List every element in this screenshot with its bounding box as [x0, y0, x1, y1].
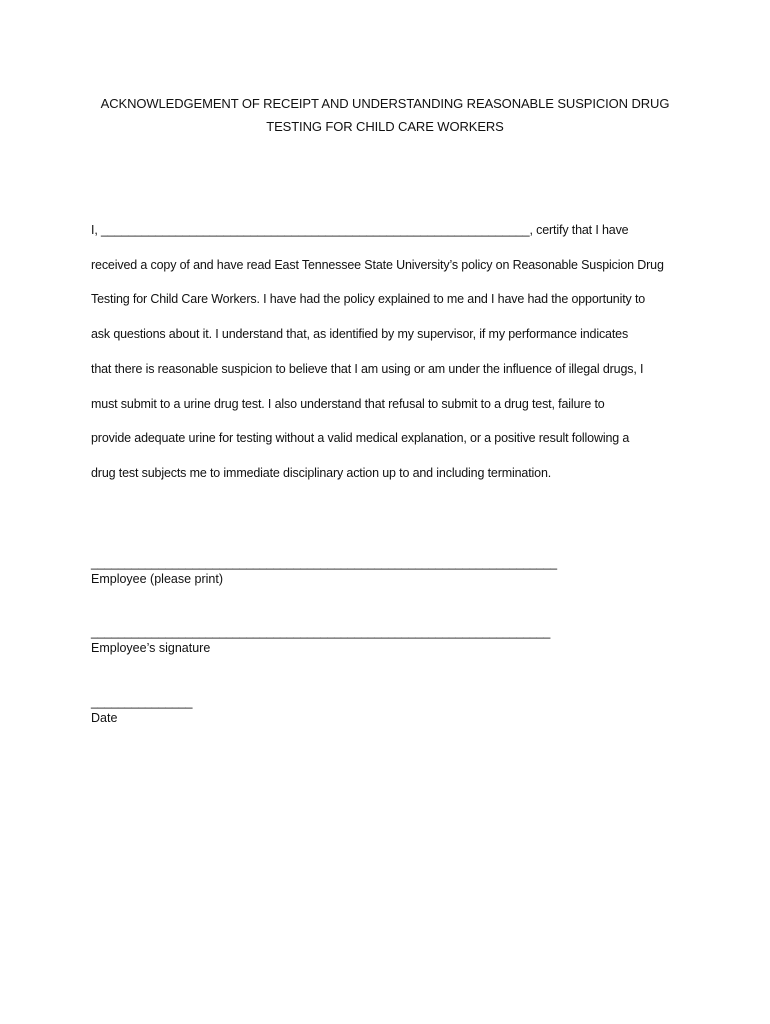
paragraph-line: received a copy of and have read East Tennessee State University’s policy on Reasonable Suspicion Drug	[91, 257, 664, 272]
employee-signature-block	[91, 625, 550, 657]
paragraph-line: I, _______________________________________________________________, certify that I have	[91, 223, 629, 237]
paragraph-line: must submit to a urine drug test. I also understand that refusal to submit to a drug test, failure to	[91, 396, 605, 411]
paragraph-line: drug test subjects me to immediate disciplinary action up to and including termination.	[91, 465, 552, 480]
employee-name-label: Employee (please print)	[91, 572, 224, 586]
paragraph-line: that there is reasonable suspicion to believe that I am using or am under the influence of illegal drugs, I	[91, 361, 644, 376]
date-field[interactable]: _______________	[91, 695, 193, 709]
date-block	[91, 695, 192, 727]
employee-print-block	[91, 556, 557, 588]
employee-name-field[interactable]: _____________________________________________________________________	[91, 556, 557, 570]
document-title	[0, 92, 770, 138]
title-line-1: ACKNOWLEDGEMENT OF RECEIPT AND UNDERSTANDING REASONABLE SUSPICION DRUG	[100, 96, 670, 111]
certification-paragraph	[91, 213, 691, 491]
paragraph-line: provide adequate urine for testing without a valid medical explanation, or a positive result following a	[91, 431, 630, 446]
date-label: Date	[91, 711, 118, 725]
title-line-2: TESTING FOR CHILD CARE WORKERS	[266, 119, 504, 134]
paragraph-line: ask questions about it. I understand that, as identified by my supervisor, if my performance indicates	[91, 327, 629, 342]
employee-signature-label: Employee’s signature	[91, 641, 211, 655]
paragraph-line: Testing for Child Care Workers. I have had the policy explained to me and I have had the opportunity to	[91, 292, 646, 307]
employee-signature-field[interactable]: ____________________________________________________________________	[91, 625, 551, 639]
